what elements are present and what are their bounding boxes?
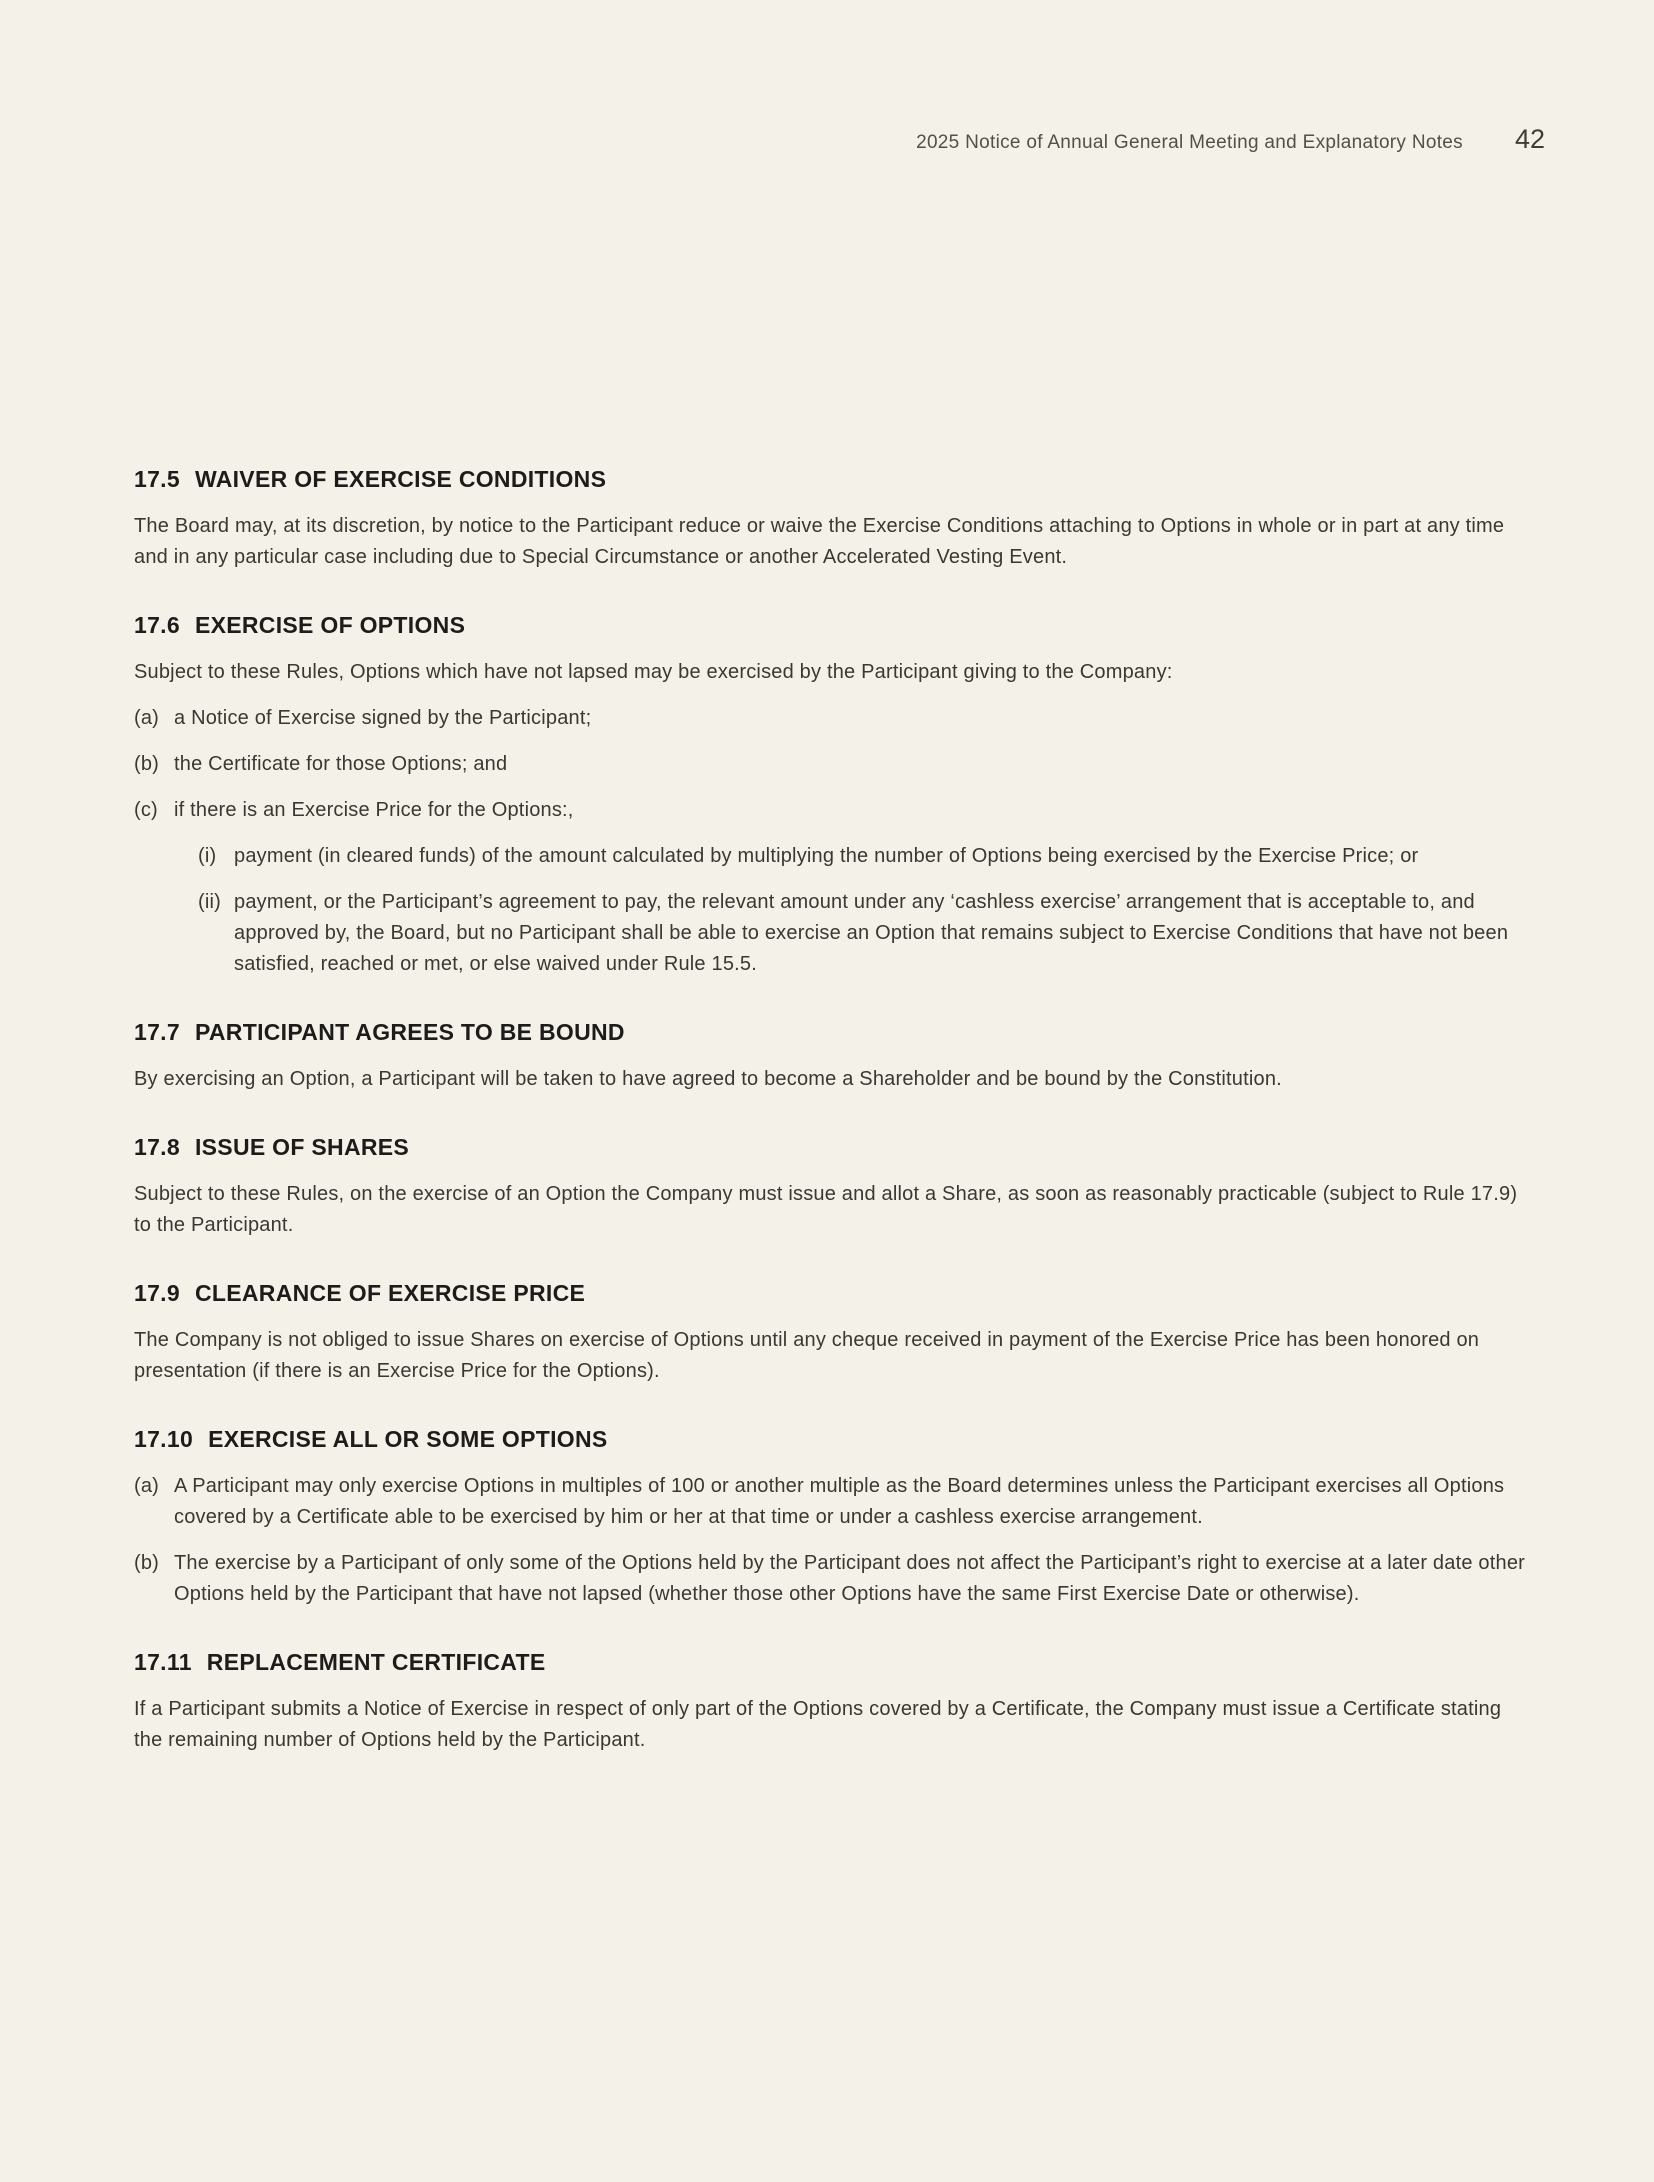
list-item — [134, 1548, 1526, 1610]
section-17-11 — [134, 1647, 1526, 1756]
section-number: 17.7 — [134, 1019, 180, 1045]
section-title: WAIVER OF EXERCISE CONDITIONS — [194, 466, 607, 492]
section-heading — [134, 1017, 1526, 1047]
list-item — [134, 703, 1526, 734]
paragraph: If a Participant submits a Notice of Exercise in respect of only part of the Options covered by a Certificate, the Company must issue a Certificate stating the remaining number of Options held by the Participant. — [134, 1698, 1502, 1751]
paragraph: By exercising an Option, a Participant will be taken to have agreed to become a Shareholder and be bound by the Constitution. — [134, 1068, 1282, 1090]
list-item-label: (b) — [134, 1552, 160, 1574]
sub-list-item — [134, 841, 1526, 872]
section-title: EXERCISE OF OPTIONS — [194, 612, 466, 638]
list-item-label: (ii) — [198, 891, 222, 913]
section-17-10 — [134, 1424, 1526, 1610]
section-number: 17.5 — [134, 466, 180, 492]
section-17-6 — [134, 610, 1526, 980]
paragraph: The Company is not obliged to issue Shares on exercise of Options until any cheque received in payment of the Exercise Price has been honored on presentation (if there is an Exercise Price for the Options). — [134, 1329, 1480, 1382]
list-item-label: (a) — [134, 707, 160, 729]
section-17-9 — [134, 1278, 1526, 1387]
document-content — [134, 464, 1526, 1793]
section-title: ISSUE OF SHARES — [194, 1134, 410, 1160]
section-heading — [134, 1424, 1526, 1454]
section-heading — [134, 1647, 1526, 1677]
section-heading — [134, 1278, 1526, 1308]
section-17-5 — [134, 464, 1526, 573]
list-item-text: a Notice of Exercise signed by the Participant; — [174, 707, 592, 729]
section-number: 17.11 — [134, 1649, 192, 1675]
header-title: 2025 Notice of Annual General Meeting and Explanatory Notes — [916, 132, 1463, 153]
list-item-text: The exercise by a Participant of only some of the Options held by the Participant does not affect the Participant’s right to exercise at a later date other Options held by the Participant that have not lapsed (whether those other Options have the same First Exercise Date or otherwise). — [174, 1552, 1525, 1605]
paragraph: The Board may, at its discretion, by notice to the Participant reduce or waive the Exercise Conditions attaching to Options in whole or in part at any time and in any particular case including due to Special Circumstance or another Accelerated Vesting Event. — [134, 515, 1505, 568]
page-header — [134, 124, 1545, 155]
list-item-text: A Participant may only exercise Options in multiples of 100 or another multiple as the Board determines unless the Participant exercises all Options covered by a Certificate able to be exercised by him or her at that time or under a cashless exercise arrangement. — [174, 1475, 1505, 1528]
page-number: 42 — [1514, 124, 1545, 154]
section-heading — [134, 610, 1526, 640]
list-item-label: (b) — [134, 753, 160, 775]
list-item — [134, 749, 1526, 780]
list-item-label: (c) — [134, 799, 158, 821]
list-item-text: payment (in cleared funds) of the amount calculated by multiplying the number of Options being exercised by the Exercise Price; or — [234, 845, 1419, 867]
section-title: REPLACEMENT CERTIFICATE — [206, 1649, 546, 1675]
section-17-8 — [134, 1132, 1526, 1241]
paragraph: Subject to these Rules, on the exercise of an Option the Company must issue and allot a Share, as soon as reasonably practicable (subject to Rule 17.9) to the Participant. — [134, 1183, 1518, 1236]
section-title: EXERCISE ALL OR SOME OPTIONS — [208, 1426, 608, 1452]
section-number: 17.9 — [134, 1280, 180, 1306]
paragraph: Subject to these Rules, Options which have not lapsed may be exercised by the Participant giving to the Company: — [134, 661, 1173, 683]
list-item-text: payment, or the Participant’s agreement to pay, the relevant amount under any ‘cashless exercise’ arrangement that is acceptable to, and approved by, the Board, but no Participant shall be able to exercise an Option that remains subject to Exercise Conditions that have not been satisfied, reached or met, or else waived under Rule 15.5. — [234, 891, 1509, 975]
list-item-text: the Certificate for those Options; and — [174, 753, 508, 775]
list-item-label: (a) — [134, 1475, 160, 1497]
list-item-label: (i) — [198, 845, 217, 867]
sub-list-item — [134, 887, 1526, 980]
section-heading — [134, 464, 1526, 494]
list-item — [134, 795, 1526, 826]
section-number: 17.10 — [134, 1426, 194, 1452]
section-heading — [134, 1132, 1526, 1162]
list-item-text: if there is an Exercise Price for the Options:, — [174, 799, 574, 821]
section-title: PARTICIPANT AGREES TO BE BOUND — [194, 1019, 625, 1045]
list-item — [134, 1471, 1526, 1533]
section-number: 17.8 — [134, 1134, 180, 1160]
section-17-7 — [134, 1017, 1526, 1095]
section-title: CLEARANCE OF EXERCISE PRICE — [194, 1280, 586, 1306]
section-number: 17.6 — [134, 612, 180, 638]
